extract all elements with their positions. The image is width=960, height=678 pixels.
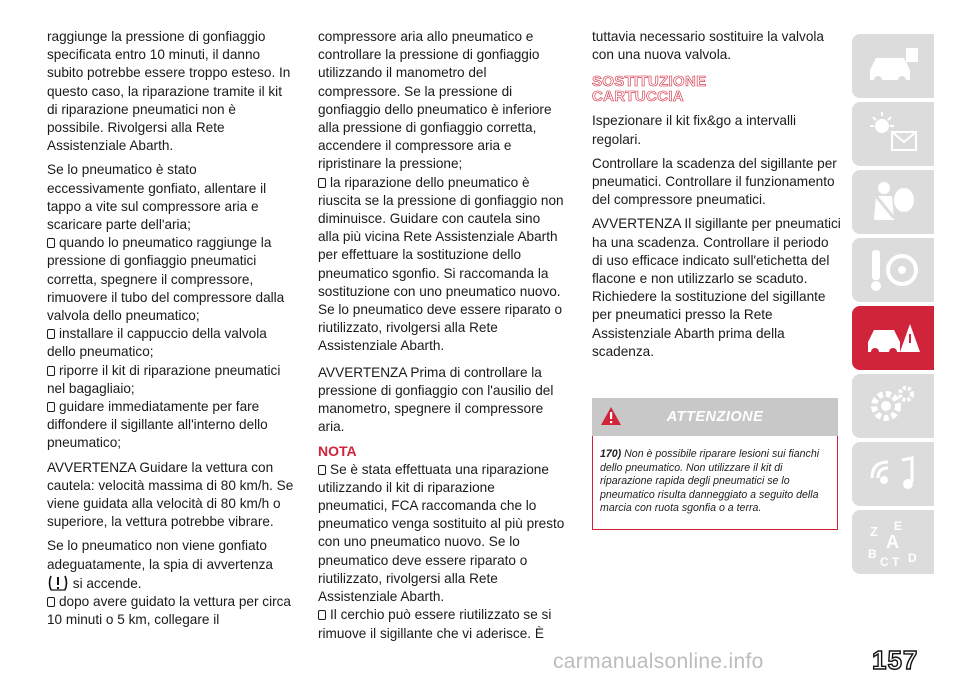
bullet-item: riporre il kit di riparazione pneumatici nel bagagliaio;: [47, 362, 281, 396]
paragraph: Se lo pneumatico è stato eccessivamente gonfiato, allentare il tappo a vite sul compressore aria e scaricare parte dell'aria; quando lo pneumatico raggiunge la pressione di gonfiaggio pneumatici corretta, spegnere il compressore, rimuovere il tubo del compressore dalla valvola dello pneumatico; installare il cappuccio della valvola dello pneumatico; riporre il kit di riparazione pneumatici nel bagagliaio; guidare immediatamente per fare diffondere il sigillante all'interno dello pneumatico;: [47, 161, 295, 452]
checkbox-bullet-icon: [47, 238, 55, 248]
tab-seatbelt-airbag[interactable]: [852, 170, 934, 234]
maintenance-icon: [864, 380, 922, 432]
bullet-item: quando lo pneumatico raggiunge la pressione di gonfiaggio pneumatici corretta, spegnere il compressore, rimuovere il tubo del compressore dalla valvola dello pneumatico;: [47, 235, 285, 324]
bullet-item: Il cerchio può essere riutilizzato se si rimuove il sigillante che vi aderisce. È: [318, 607, 552, 641]
tab-warning-lights[interactable]: [852, 102, 934, 166]
warning-paragraph: AVVERTENZA Il sigillante per pneumatici ha una scadenza. Controllare il periodo di uso efficace indicato sull'etichetta del flacone e non utilizzarlo se scaduto. Richiedere la sostituzione del sigillante per pneumatici presso la Rete Assistenziale Abarth prima della scadenza.: [592, 216, 841, 359]
paragraph: compressore aria allo pneumatico e controllare la pressione di gonfiaggio utilizzando il manometro del compressore. Se la pressione di gonfiaggio dello pneumatico è inferiore alla pressione di gonfiaggio corretta, accendere il compressore aria e ripristinare la pressione; la riparazione dello pneumatico è riuscita se la pressione di gonfiaggio non diminuisce. Guidare con cautela sino alla più vicina Rete Assistenziale Abarth per effettuare la sostituzione dello pneumatico sgonfio. Si raccomanda la sostituzione con uno pneumatico nuovo. Se lo pneumatico deve essere riparato o riutilizzato, rivolgersi alla Rete Assistenziale Abarth.: [318, 28, 565, 356]
checkbox-bullet-icon: [318, 178, 326, 188]
tab-radio-music[interactable]: [852, 442, 934, 506]
svg-text:Z: Z: [870, 524, 878, 539]
attention-text: Non è possibile riparare lesioni sui fianchi dello pneumatico. Non utilizzare il kit di riparazione rapida degli pneumatici se lo pneumatico risulta danneggiato a seguito della marcia con ruota sgonfia o a terra.: [600, 448, 820, 515]
attention-number: 170): [600, 448, 622, 460]
key-steering-icon: [864, 244, 922, 296]
svg-text:D: D: [908, 551, 917, 565]
attention-body: [592, 436, 838, 530]
note-section: [318, 442, 565, 642]
checkbox-bullet-icon: [318, 610, 326, 620]
warning-paragraph: AVVERTENZA Prima di controllare la pressione di gonfiaggio con l'ausilio del manometro, spegnere il compressore aria.: [318, 364, 554, 435]
bullet-item: la riparazione dello pneumatico è riuscita se la pressione di gonfiaggio non diminuisce. Guidare con cautela sino alla più vicina Rete Assistenziale Abarth per effettuare la sostituzione dello pneumatico sgonfio. Si raccomanda la sostituzione con uno pneumatico nuovo. Se lo pneumatico deve essere riparato o riutilizzato, rivolgersi alla Rete Assistenziale Abarth.: [318, 174, 564, 354]
bullet-item: guidare immediatamente per fare diffondere il sigillante all'interno dello pneumatico;: [47, 399, 268, 451]
paragraph: tuttavia necessario sostituire la valvola con una nuova valvola.: [592, 29, 824, 63]
svg-text:A: A: [886, 532, 899, 552]
checkbox-bullet-icon: [47, 597, 55, 607]
checkbox-bullet-icon: [47, 329, 55, 339]
text-column-2: [318, 28, 565, 643]
tire-pressure-warning-icon: [47, 574, 69, 592]
svg-text:E: E: [894, 519, 903, 533]
tab-maintenance[interactable]: [852, 374, 934, 438]
text-column-3: [592, 28, 842, 367]
emergency-breakdown-icon: [864, 312, 922, 364]
section-heading: SOSTITUZIONE CARTUCCIA: [592, 73, 707, 106]
svg-text:B: B: [868, 547, 877, 561]
bullet-item: dopo avere guidato la vettura per circa 10 minuti o 5 km, collegare il: [47, 594, 291, 628]
svg-text:T: T: [892, 555, 900, 568]
alphabet-index-icon: [864, 516, 922, 568]
paragraph: Controllare la scadenza del sigillante per pneumatici. Controllare il funzionamento del compressore pneumatici.: [592, 155, 837, 208]
car-dashboard-icon: [864, 40, 922, 92]
paragraph: raggiunge la pressione di gonfiaggio specificata entro 10 minuti, il danno subito potrebbe essere troppo esteso. In questo caso, la riparazione tramite il kit di riparazione pneumatici non è possibile. Rivolgersi alla Rete Assistenziale Abarth.: [47, 29, 291, 154]
attention-box: [592, 398, 838, 531]
bullet-item: installare il cappuccio della valvola dello pneumatico;: [47, 326, 267, 360]
checkbox-bullet-icon: [318, 465, 326, 475]
tab-emergency-breakdown[interactable]: [852, 306, 934, 370]
text-column-1: [47, 28, 295, 630]
attention-title: ATTENZIONE: [666, 409, 764, 425]
checkbox-bullet-icon: [47, 402, 55, 412]
tab-car-dashboard[interactable]: [852, 34, 934, 98]
page-number: 157: [872, 645, 919, 675]
tab-key-steering[interactable]: [852, 238, 934, 302]
warning-paragraph: AVVERTENZA Guidare la vettura con cautela: velocità massima di 80 km/h. Se viene guidata alla velocità di 80 km/h o superiore, la vettura potrebbe vibrare.: [47, 459, 294, 530]
tab-alphabet-index[interactable]: [852, 510, 934, 574]
radio-music-icon: [864, 448, 922, 500]
checkbox-bullet-icon: [47, 366, 55, 376]
warning-lights-icon: [864, 108, 922, 160]
note-heading: NOTA: [318, 443, 357, 460]
seatbelt-airbag-icon: [864, 176, 922, 228]
svg-text:C: C: [880, 555, 889, 568]
bullet-item: Se è stata effettuata una riparazione utilizzando il kit di riparazione pneumatici, FCA raccomanda che lo pneumatico venga sostituito al più presto con uno pneumatico nuovo. Se lo pneumatico deve essere riparato o riutilizzato, rivolgersi alla Rete Assistenziale Abarth.: [318, 461, 565, 605]
watermark: carmanualsonline.info: [553, 650, 764, 673]
paragraph: Se lo pneumatico non viene gonfiato adeguatamente, la spia di avvertenza si accende. dopo avere guidato la vettura per circa 10 minuti o 5 km, collegare il: [47, 537, 295, 629]
paragraph: Ispezionare il kit fix&go a intervalli regolari.: [592, 113, 796, 147]
attention-header: [592, 398, 838, 436]
